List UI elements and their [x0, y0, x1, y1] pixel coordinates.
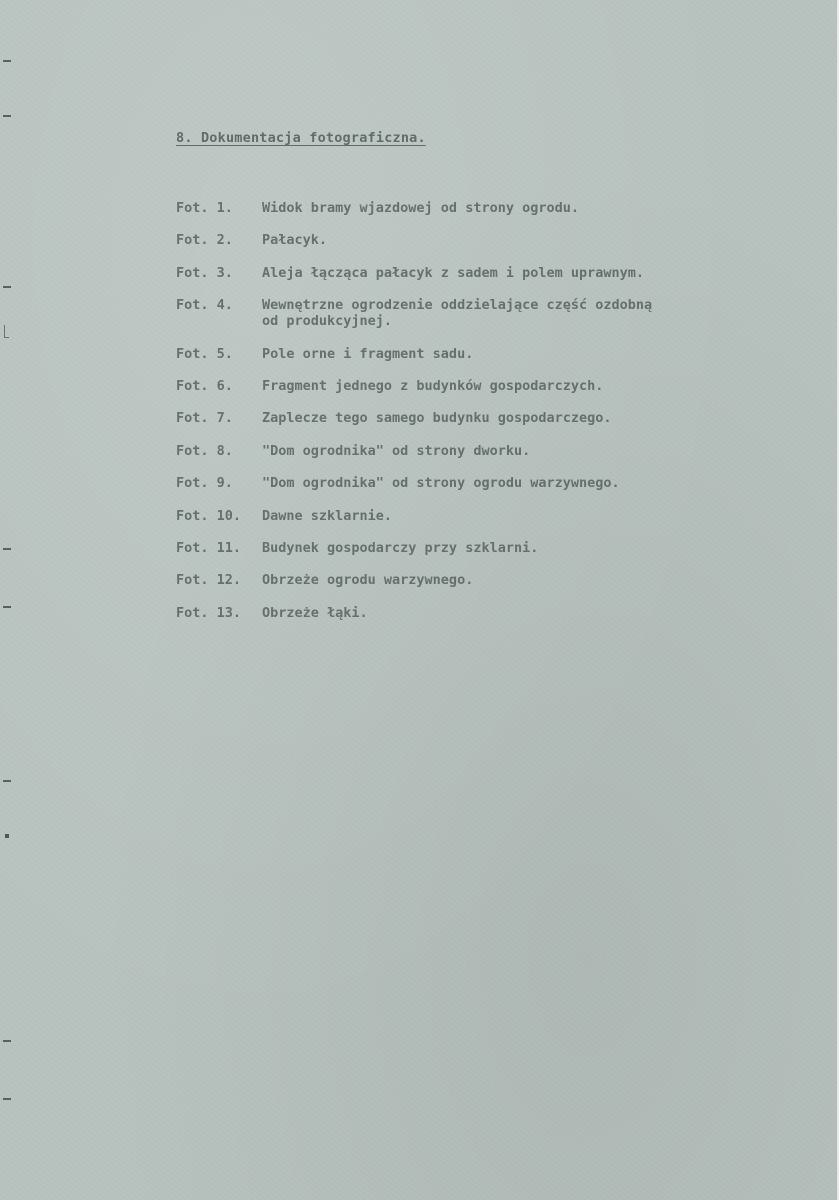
photo-number: Fot. 5. [176, 345, 233, 362]
photo-number: Fot. 10. [176, 507, 242, 524]
photo-list-item [176, 475, 652, 491]
margin-mark [3, 780, 11, 782]
photo-list-item [176, 540, 652, 556]
margin-mark [3, 286, 11, 288]
margin-mark [3, 115, 11, 117]
photo-list-item [176, 297, 652, 329]
photo-list-item [176, 605, 652, 621]
margin-mark [5, 834, 9, 838]
photo-caption: Dawne szklarnie. [262, 507, 393, 524]
photo-number: Fot. 4. [176, 297, 233, 314]
photo-caption: "Dom ogrodnika" od strony ogrodu warzywnego. [262, 475, 620, 492]
photo-list-item [176, 346, 652, 362]
photo-number: Fot. 6. [176, 377, 233, 394]
margin-mark [3, 548, 11, 550]
photo-list-item [176, 508, 652, 524]
photo-number: Fot. 9. [176, 475, 233, 492]
photo-number: Fot. 2. [176, 232, 233, 249]
margin-mark [4, 325, 9, 338]
photo-list-item [176, 443, 652, 459]
photo-number: Fot. 13. [176, 604, 242, 621]
photo-number: Fot. 8. [176, 442, 233, 459]
photo-number: Fot. 12. [176, 572, 242, 589]
photo-list-item [176, 200, 652, 216]
photo-caption: Obrzeże łąki. [262, 604, 368, 621]
photo-caption: Fragment jednego z budynków gospodarczych. [262, 377, 604, 394]
photo-list-item [176, 572, 652, 588]
margin-mark [3, 1040, 11, 1042]
photo-caption: Pole orne i fragment sadu. [262, 345, 474, 362]
photo-number: Fot. 7. [176, 410, 233, 427]
photo-number: Fot. 3. [176, 264, 233, 281]
photo-list-item [176, 410, 652, 426]
photo-number: Fot. 11. [176, 539, 242, 556]
photo-list-item [176, 378, 652, 394]
photo-caption: Wewnętrzne ogrodzenie oddzielające część ozdobną od produkcyjnej. [262, 297, 653, 330]
photo-caption: Aleja łącząca pałacyk z sadem i polem uprawnym. [262, 264, 645, 281]
photo-caption: "Dom ogrodnika" od strony dworku. [262, 442, 531, 459]
photo-caption: Widok bramy wjazdowej od strony ogrodu. [262, 200, 579, 216]
photo-caption: Obrzeże ogrodu warzywnego. [262, 572, 474, 589]
margin-mark [3, 1098, 11, 1100]
photo-list-item [176, 232, 652, 248]
section-heading: 8. Dokumentacja fotograficzna. [176, 130, 426, 146]
photo-list-item [176, 265, 652, 281]
photo-number: Fot. 1. [176, 200, 233, 216]
photo-list [176, 200, 652, 637]
photo-caption: Budynek gospodarczy przy szklarni. [262, 539, 539, 556]
margin-mark [3, 606, 11, 608]
margin-mark [3, 60, 11, 62]
photo-caption: Zaplecze tego samego budynku gospodarczego. [262, 410, 612, 427]
photo-caption: Pałacyk. [262, 232, 328, 249]
